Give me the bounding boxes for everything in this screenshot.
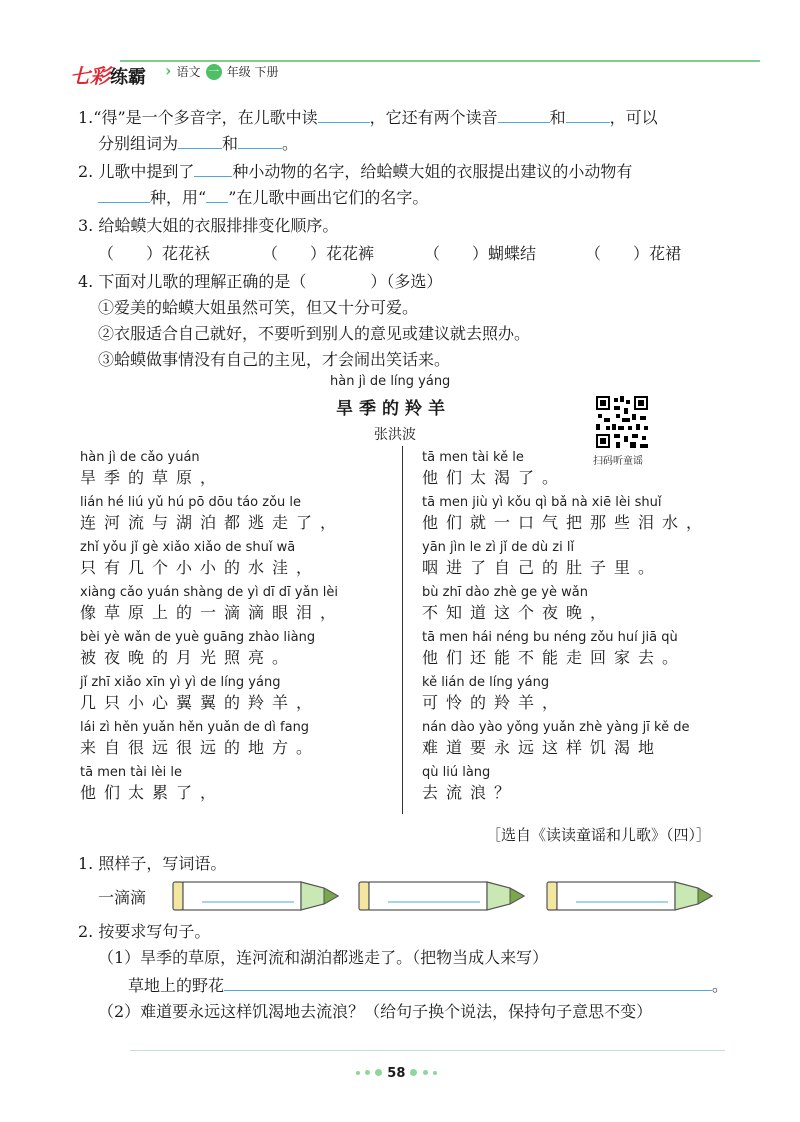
grade-label: 年级 下册 (226, 65, 279, 79)
q2-blank-3[interactable] (206, 186, 228, 203)
poem-text: 难道要永远这样饥渴地 (422, 738, 663, 757)
q1-text-f: 和 (222, 134, 239, 153)
subject-label: 语文 (176, 65, 201, 79)
q4-option-1: ①爱美的蛤蟆大姐虽然可笑，但又十分可爱。 (98, 298, 419, 317)
q4-option-2: ②衣服适合自己就好，不要听到别人的意见或建议就去照办。 (98, 324, 531, 343)
poem-line (422, 630, 742, 675)
poem-line (80, 720, 400, 765)
q1-text-a: 1.“得”是一个多音字，在儿歌中读 (78, 108, 318, 127)
poem-text: 被夜晚的月光照亮。 (80, 648, 297, 667)
pencil-answer-blank-1[interactable] (172, 878, 342, 914)
chevron-right-icon: › (165, 61, 172, 80)
dot-icon (356, 1071, 360, 1075)
q2-text-d: ”在儿歌中画出它们的名字。 (228, 188, 429, 207)
poem-text: 连河流与湖泊都逃走了， (80, 513, 345, 532)
poem-text: 他们太累了， (80, 783, 225, 802)
dot-icon (365, 1070, 370, 1075)
question-1-line1 (78, 106, 658, 130)
poem-text: 几只小心翼翼的羚羊， (80, 693, 321, 712)
part2-question-2-stem: 2. 按要求写句子。 (78, 922, 211, 941)
poem-text: 咽进了自己的肚子里。 (422, 558, 663, 577)
dot-icon (410, 1069, 417, 1076)
poem-text: 来自很远很远的地方。 (80, 738, 321, 757)
q3-option-2[interactable]: （ ）花花裤 (262, 244, 375, 263)
poem-author: 张洪波 (374, 427, 416, 443)
q1-text-b: ，它还有两个读音 (369, 108, 498, 127)
q1-example-word: 一滴滴 (98, 888, 147, 907)
q3-option-3[interactable]: （ ）蝴蝶结 (424, 244, 537, 263)
poem-pinyin: bèi yè wǎn de yuè guāng zhào liàng (80, 630, 316, 645)
poem-source: ［选自《读读童谣和儿歌》（四）］ (486, 826, 712, 844)
poem-pinyin: lián hé liú yǔ hú pō dōu táo zǒu le (80, 495, 302, 510)
poem-text: 他们太渴了。 (422, 468, 567, 487)
poem-line (422, 540, 742, 585)
q1-blank-3[interactable] (566, 106, 610, 123)
q1-text-c: 和 (549, 108, 566, 127)
q2-text-b: 种小动物的名字，给蛤蟆大姐的衣服提出建议的小动物有 (232, 162, 633, 181)
q3-option-1[interactable]: （ ）花花袄 (98, 244, 211, 263)
q4-option-3: ③蛤蟆做事情没有自己的主见，才会闹出笑话来。 (98, 350, 451, 369)
question-1-line2 (98, 132, 298, 156)
poem-pinyin: jǐ zhī xiǎo xīn yì yì de líng yáng (80, 675, 281, 690)
poem-line (80, 675, 400, 720)
poem-text: 像草原上的一滴滴眼泪， (80, 603, 345, 622)
q3-option-4[interactable]: （ ）花裙 (585, 244, 682, 263)
qr-code-icon[interactable] (594, 394, 650, 450)
question-2-line2 (98, 186, 428, 210)
poem-line (80, 540, 400, 585)
poem-text: 他们还能不能走回家去。 (422, 648, 687, 667)
q1-blank-2[interactable] (498, 106, 550, 123)
poem-pinyin: tā men tài kě le (422, 450, 524, 465)
q1-text-g: 。 (282, 134, 299, 153)
question-4-stem: 4. 下面对儿歌的理解正确的是（ ）（多选） (78, 272, 443, 291)
q1-text-d: ，可以 (609, 108, 658, 127)
q2-text-c: 种，用“ (150, 188, 207, 207)
page-number-area (356, 1062, 437, 1081)
poem-line (80, 630, 400, 675)
poem-pinyin: xiàng cǎo yuán shàng de yì dī dī yǎn lèi (80, 585, 339, 600)
poem-line (422, 720, 742, 765)
poem-pinyin: tā men jiù yì kǒu qì bǎ nà xiē lèi shuǐ (422, 495, 662, 510)
poem-text: 不知道这个夜晚， (422, 603, 615, 622)
brand-part2: 练霸 (110, 67, 146, 88)
dot-icon (423, 1070, 428, 1075)
poem-line (80, 450, 400, 495)
pencil-answer-blank-3[interactable] (546, 878, 716, 914)
page-number: 58 (387, 1066, 406, 1081)
poem-text: 只有几个小小的水洼， (80, 558, 321, 577)
q2-sub-1-prefix: 草地上的野花 (128, 976, 225, 995)
poem-text: 旱季的草原， (80, 468, 225, 487)
poem-line (422, 585, 742, 630)
pencil-answer-blank-2[interactable] (358, 878, 528, 914)
q2-sub-2: （2）难道要永远这样饥渴地去流浪？（给句子换个说法，保持句子意思不变） (98, 1002, 653, 1021)
grade-badge: 一 (206, 64, 222, 80)
poem-pinyin: lái zì hěn yuǎn hěn yuǎn de dì fang (80, 720, 310, 735)
poem-title: 旱季的羚羊 (336, 399, 451, 419)
poem-pinyin: kě lián de líng yáng (422, 675, 550, 690)
poem-line (422, 765, 742, 810)
question-3-stem: 3. 给蛤蟆大姐的衣服排排变化顺序。 (78, 216, 339, 235)
poem-line (80, 585, 400, 630)
poem-left-column (80, 450, 400, 810)
dot-icon (375, 1069, 382, 1076)
poem-text: 他们就一口气把那些泪水， (422, 513, 711, 532)
q1-blank-1[interactable] (318, 106, 370, 123)
poem-pinyin: qù liú làng (422, 765, 491, 780)
q2-blank-1[interactable] (194, 160, 232, 177)
brand-logo (70, 60, 146, 89)
part2-question-1-stem: 1. 照样子，写词语。 (78, 854, 227, 873)
q2-sub-1-blank[interactable] (224, 974, 712, 991)
q2-sub-1-end: 。 (712, 976, 729, 995)
poem-pinyin: nán dào yào yǒng yuǎn zhè yàng jī kě de (422, 720, 690, 735)
q2-text-a: 2. 儿歌中提到了 (78, 162, 195, 181)
poem-pinyin: zhǐ yǒu jǐ gè xiǎo xiǎo de shuǐ wā (80, 540, 296, 555)
question-2-line1 (78, 160, 632, 184)
poem-line (80, 495, 400, 540)
poem-line (422, 495, 742, 540)
poem-pinyin: tā men hái néng bu néng zǒu huí jiā qù (422, 630, 678, 645)
poem-text: 去流浪？ (422, 783, 519, 802)
poem-line (422, 675, 742, 720)
poem-line (80, 765, 400, 810)
q2-sub-1-answer (128, 974, 728, 998)
poem-text: 可怜的羚羊， (422, 693, 567, 712)
poem-right-column (422, 450, 742, 810)
footer-rule (130, 1050, 725, 1051)
poem-line (422, 450, 742, 495)
q1-text-e: 分别组词为 (98, 134, 179, 153)
poem-column-divider (402, 446, 403, 814)
q2-blank-2[interactable] (98, 186, 150, 203)
poem-pinyin: tā men tài lèi le (80, 765, 183, 780)
qr-label: 扫码听童谣 (593, 456, 643, 467)
poem-pinyin: hàn jì de cǎo yuán (80, 450, 200, 465)
poem-title-pinyin: hàn jì de líng yáng (330, 374, 451, 389)
q2-sub-1: （1）旱季的草原，连河流和湖泊都逃走了。（把物当成人来写） (98, 948, 549, 967)
q1-blank-4[interactable] (178, 132, 222, 149)
poem-pinyin: yān jìn le zì jǐ de dù zi lǐ (422, 540, 575, 555)
q1-blank-5[interactable] (238, 132, 282, 149)
dot-icon (433, 1071, 437, 1075)
poem-pinyin: bù zhī dào zhè ge yè wǎn (422, 585, 588, 600)
header-info (165, 61, 279, 80)
brand-part1: 七彩 (70, 64, 110, 88)
